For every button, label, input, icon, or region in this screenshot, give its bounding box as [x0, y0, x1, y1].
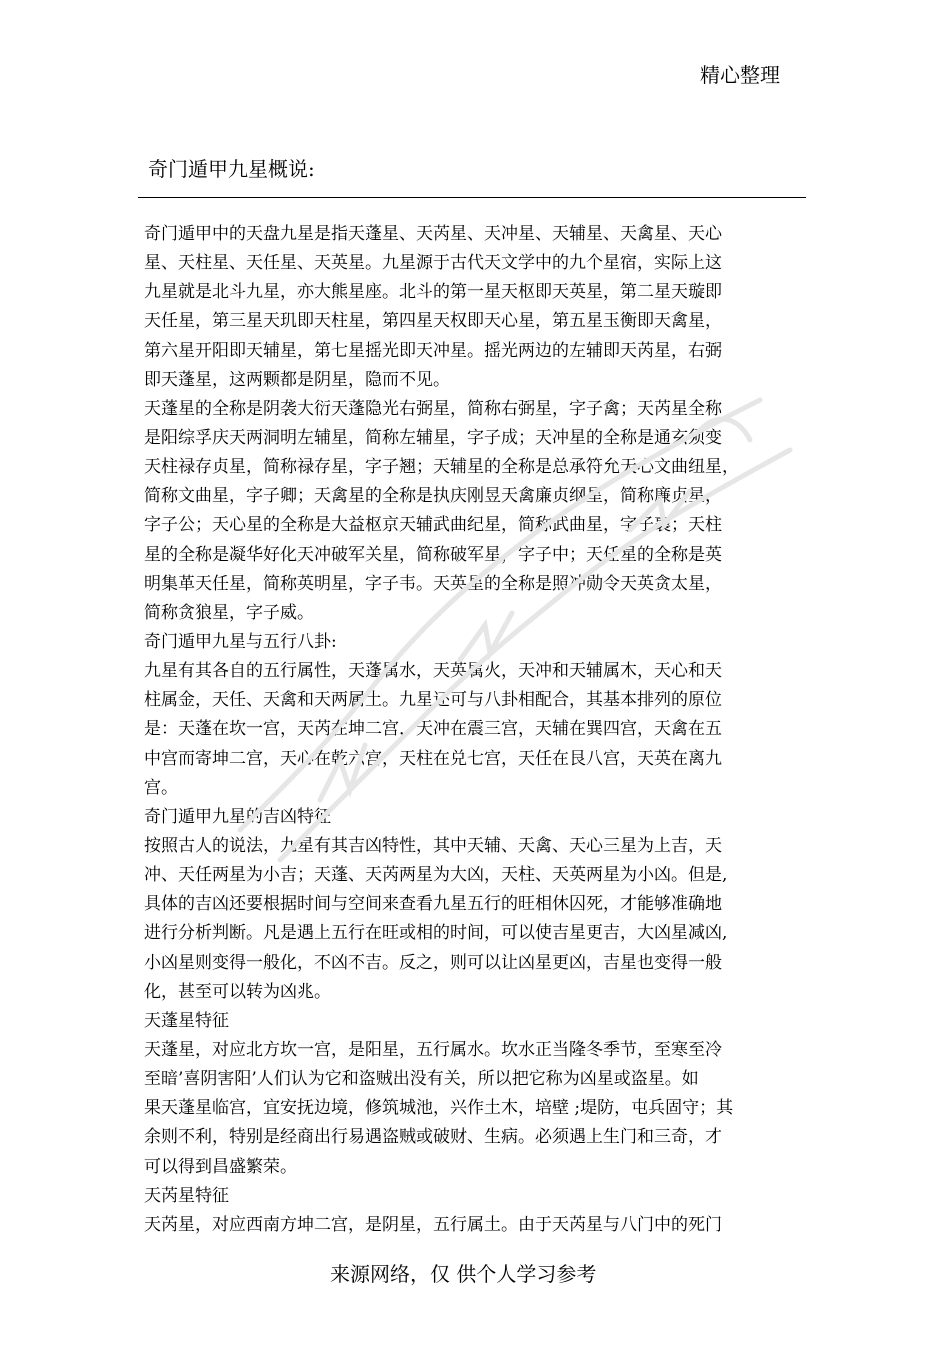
text-line: 是阳综孚庆天两洞明左辅星，简称左辅星，字子成；天冲星的全称是通玄须变 — [144, 427, 722, 448]
text-line: 天柱禄存贞星，简称禄存星，字子翘；天辅星的全称是总承符允天心文曲纽星， — [144, 457, 739, 478]
section-heading: 奇门遁甲九星的吉凶特征 — [144, 806, 331, 827]
text-line: 冲、天任两星为小吉；天蓬、天芮两星为大凶，天柱、天英两星为小凶。但是, — [144, 865, 728, 886]
text-line: 字子公；天心星的全称是大益枢京天辅武曲纪星，简称武曲星，字子襄；天柱 — [144, 515, 722, 536]
text-line: 天芮星，对应西南方坤二宫，是阴星，五行属土。由于天芮星与八门中的死门 — [144, 1214, 722, 1235]
footer-note: 来源网络，仅 供个人学习参考 — [330, 1262, 597, 1286]
text-line: 星、天柱星、天任星、天英星。九星源于古代天文学中的九个星宿，实际上这 — [144, 253, 722, 274]
text-line: 进行分析判断。凡是遇上五行在旺或相的时间，可以使吉星更吉，大凶星减凶, — [144, 923, 728, 944]
text-line: 明集革天任星，简称英明星，字子韦。天英星的全称是照冲勋令天英贪太星， — [144, 573, 722, 594]
text-line: 即天蓬星，这两颗都是阴星，隐而不见。 — [144, 369, 450, 390]
text-line: 化，甚至可以转为凶兆。 — [144, 981, 331, 1002]
section-heading: 天蓬星特征 — [144, 1010, 229, 1031]
text-line: 柱属金，天任、天禽和天两属土。九星还可与八卦相配合，其基本排列的原位 — [144, 690, 722, 711]
text-line: 天任星，第三星天玑即天柱星，第四星天权即天心星，第五星玉衡即天禽星， — [144, 311, 722, 332]
text-line: 九星就是北斗九星，亦大熊星座。北斗的第一星天枢即天英星，第二星天璇即 — [144, 282, 722, 303]
section-heading: 天芮星特征 — [144, 1185, 229, 1206]
body-text — [144, 220, 804, 1240]
header-label: 精心整理 — [700, 63, 780, 87]
title-divider — [138, 197, 806, 198]
text-line: 星的全称是凝华好化天冲破军关星，简称破军星，字子中；天任星的全称是英 — [144, 544, 722, 565]
text-line: 具体的吉凶还要根据时间与空间来查看九星五行的旺相休囚死，才能够准确地 — [144, 894, 722, 915]
text-line: 天蓬星的全称是阴袭大衍天蓬隐光右弼星，简称右弼星，字子禽；天芮星全称 — [144, 398, 722, 419]
text-line: 可以得到昌盛繁荣。 — [144, 1156, 297, 1177]
text-line: 中宫而寄坤二宫，天心在乾六宫，天柱在兑七宫，天任在艮八宫，天英在离九 — [144, 748, 722, 769]
text-line: 是：天蓬在坎一宫，天芮在坤二宫，天冲在震三宫，天辅在巽四宫，天禽在五 — [144, 719, 722, 740]
text-line: 简称贪狼星，字子威。 — [144, 602, 314, 623]
section-heading: 奇门遁甲九星与五行八卦: — [144, 631, 337, 652]
text-line: 简称文曲星，字子卿；天禽星的全称是执庆刚昱天禽廉贞纲星，简称廉贞星， — [144, 486, 722, 507]
text-line: 余则不利，特别是经商出行易遇盗贼或破财、生病。必须遇上生门和三奇，才 — [144, 1127, 722, 1148]
text-line: 天蓬星，对应北方坎一宫，是阳星，五行属水。坎水正当隆冬季节，至寒至冷 — [144, 1039, 722, 1060]
text-line: 按照古人的说法，九星有其吉凶特性，其中天辅、天禽、天心三星为上吉，天 — [144, 835, 722, 856]
text-line: 九星有其各自的五行属性，天蓬属水，天英属火，天冲和天辅属木，天心和天 — [144, 661, 722, 682]
text-line: 果天蓬星临宫，宜安抚边境，修筑城池，兴作土木，培壁 ;堤防，屯兵固守；其 — [144, 1098, 734, 1119]
text-line: 第六星开阳即天辅星，第七星摇光即天冲星。摇光两边的左辅即天芮星，右弼 — [144, 340, 722, 361]
text-line: 奇门遁甲中的天盘九星是指天蓬星、天芮星、天冲星、天辅星、天禽星、天心 — [144, 224, 722, 244]
text-line: 小凶星则变得一般化，不凶不吉。反之，则可以让凶星更凶，吉星也变得一般 — [144, 952, 722, 973]
page-title: 奇门遁甲九星概说: — [148, 157, 315, 181]
text-line: 至暗’喜阴害阳’人们认为它和盗贼出没有关，所以把它称为凶星或盗星。如 — [144, 1069, 699, 1090]
text-line: 宫。 — [144, 777, 178, 798]
